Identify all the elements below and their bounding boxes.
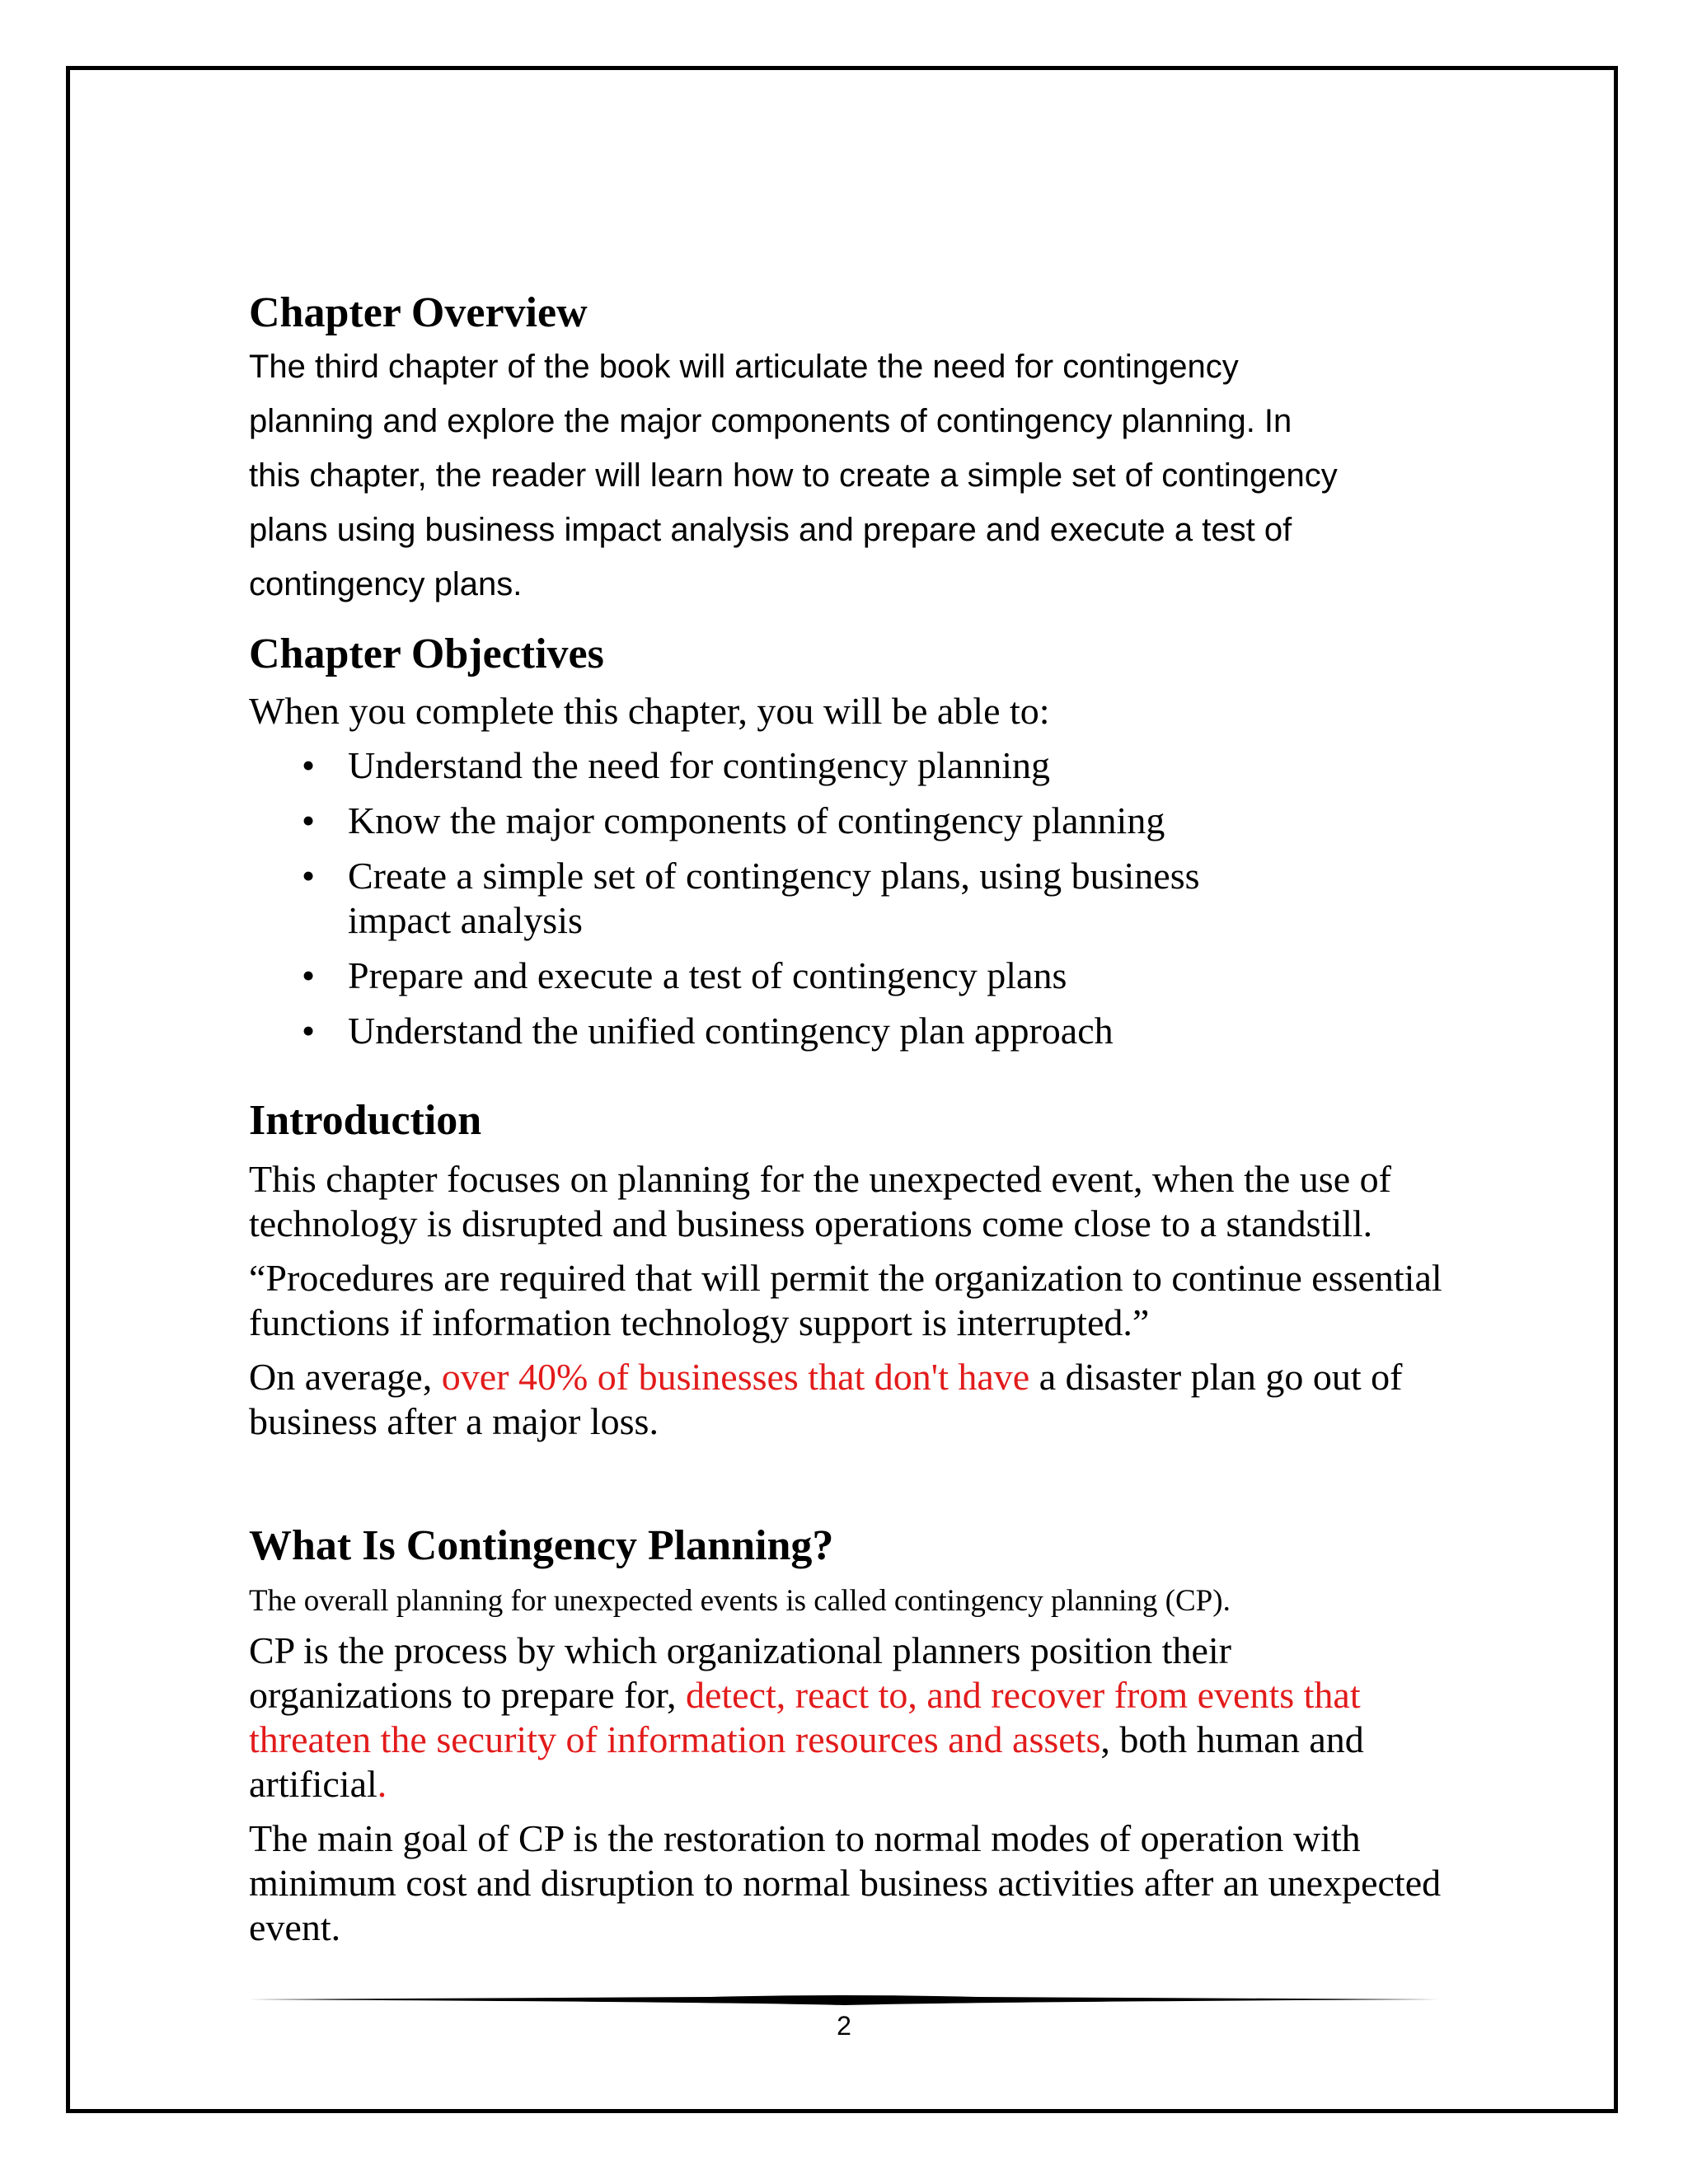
cp-text-before: CP is the process by which organizational planners position their organizations to prepare for, (249, 1629, 1231, 1716)
objectives-list (249, 743, 1444, 1053)
cp-definition-line: The overall planning for unexpected events is called contingency planning (CP). (249, 1584, 1231, 1618)
objective-item (249, 1009, 1444, 1053)
overview-line: planning and explore the major components of contingency planning. In (249, 403, 1292, 439)
page-number: 2 (837, 2011, 851, 2041)
page-content (249, 287, 1444, 1950)
cp-goal-paragraph: The main goal of CP is the restoration to normal modes of operation with minimum cost and disruption to normal business activities after an unexpected event. (249, 1817, 1442, 1948)
objective-text: Understand the unified contingency plan approach (348, 1010, 1114, 1052)
introduction-section (249, 1094, 1444, 1444)
cp-text-after: , both human and artificial (249, 1718, 1364, 1805)
footer-divider (249, 1993, 1439, 2006)
cp-period: . (377, 1763, 387, 1805)
objective-text: Create a simple set of contingency plans, using business impact analysis (348, 855, 1200, 941)
cp-process-paragraph (249, 1629, 1444, 1807)
bullet-icon: • (302, 799, 316, 841)
chapter-objectives-heading: Chapter Objectives (249, 630, 604, 677)
objective-item (249, 954, 1444, 998)
objective-item (249, 743, 1444, 788)
objective-item (249, 799, 1444, 843)
objective-text: Understand the need for contingency planning (348, 744, 1051, 786)
statistic-highlight: over 40% of businesses that don't have (441, 1356, 1030, 1398)
statistic-text-before: On average, (249, 1356, 442, 1398)
objective-item (249, 854, 1444, 943)
bullet-icon: • (302, 1010, 316, 1052)
overview-line: contingency plans. (249, 566, 523, 602)
introduction-heading: Introduction (249, 1097, 482, 1144)
bullet-icon: • (302, 855, 316, 897)
overview-line: this chapter, the reader will learn how to create a simple set of contingency (249, 457, 1338, 494)
chapter-objectives-section (249, 628, 1444, 1053)
bullet-icon: • (302, 954, 316, 996)
statistic-text-after: a disaster plan go out of business after a major loss. (249, 1356, 1403, 1442)
overview-line: The third chapter of the book will articulate the need for contingency (249, 349, 1239, 385)
cp-highlight: detect, react to, and recover from events that threaten the security of information resources and assets (249, 1674, 1361, 1760)
overview-line: plans using business impact analysis and prepare and execute a test of (249, 512, 1292, 548)
chapter-overview-heading: Chapter Overview (249, 289, 588, 336)
objective-text: Prepare and execute a test of contingency plans (348, 954, 1067, 996)
chapter-overview-section (249, 287, 1444, 612)
contingency-planning-heading: What Is Contingency Planning? (249, 1522, 834, 1569)
bullet-icon: • (302, 744, 316, 786)
introduction-quote: “Procedures are required that will permit the organization to continue essential functions if information technology support is interrupted.” (249, 1257, 1442, 1343)
introduction-statistic (249, 1355, 1444, 1444)
objective-text: Know the major components of contingency planning (348, 799, 1165, 841)
contingency-planning-section (249, 1520, 1444, 1950)
introduction-paragraph: This chapter focuses on planning for the unexpected event, when the use of technology is disrupted and business operations come close to a standstill. (249, 1158, 1391, 1244)
objectives-intro: When you complete this chapter, you will be able to: (249, 690, 1050, 732)
chapter-overview-text (249, 340, 1444, 612)
